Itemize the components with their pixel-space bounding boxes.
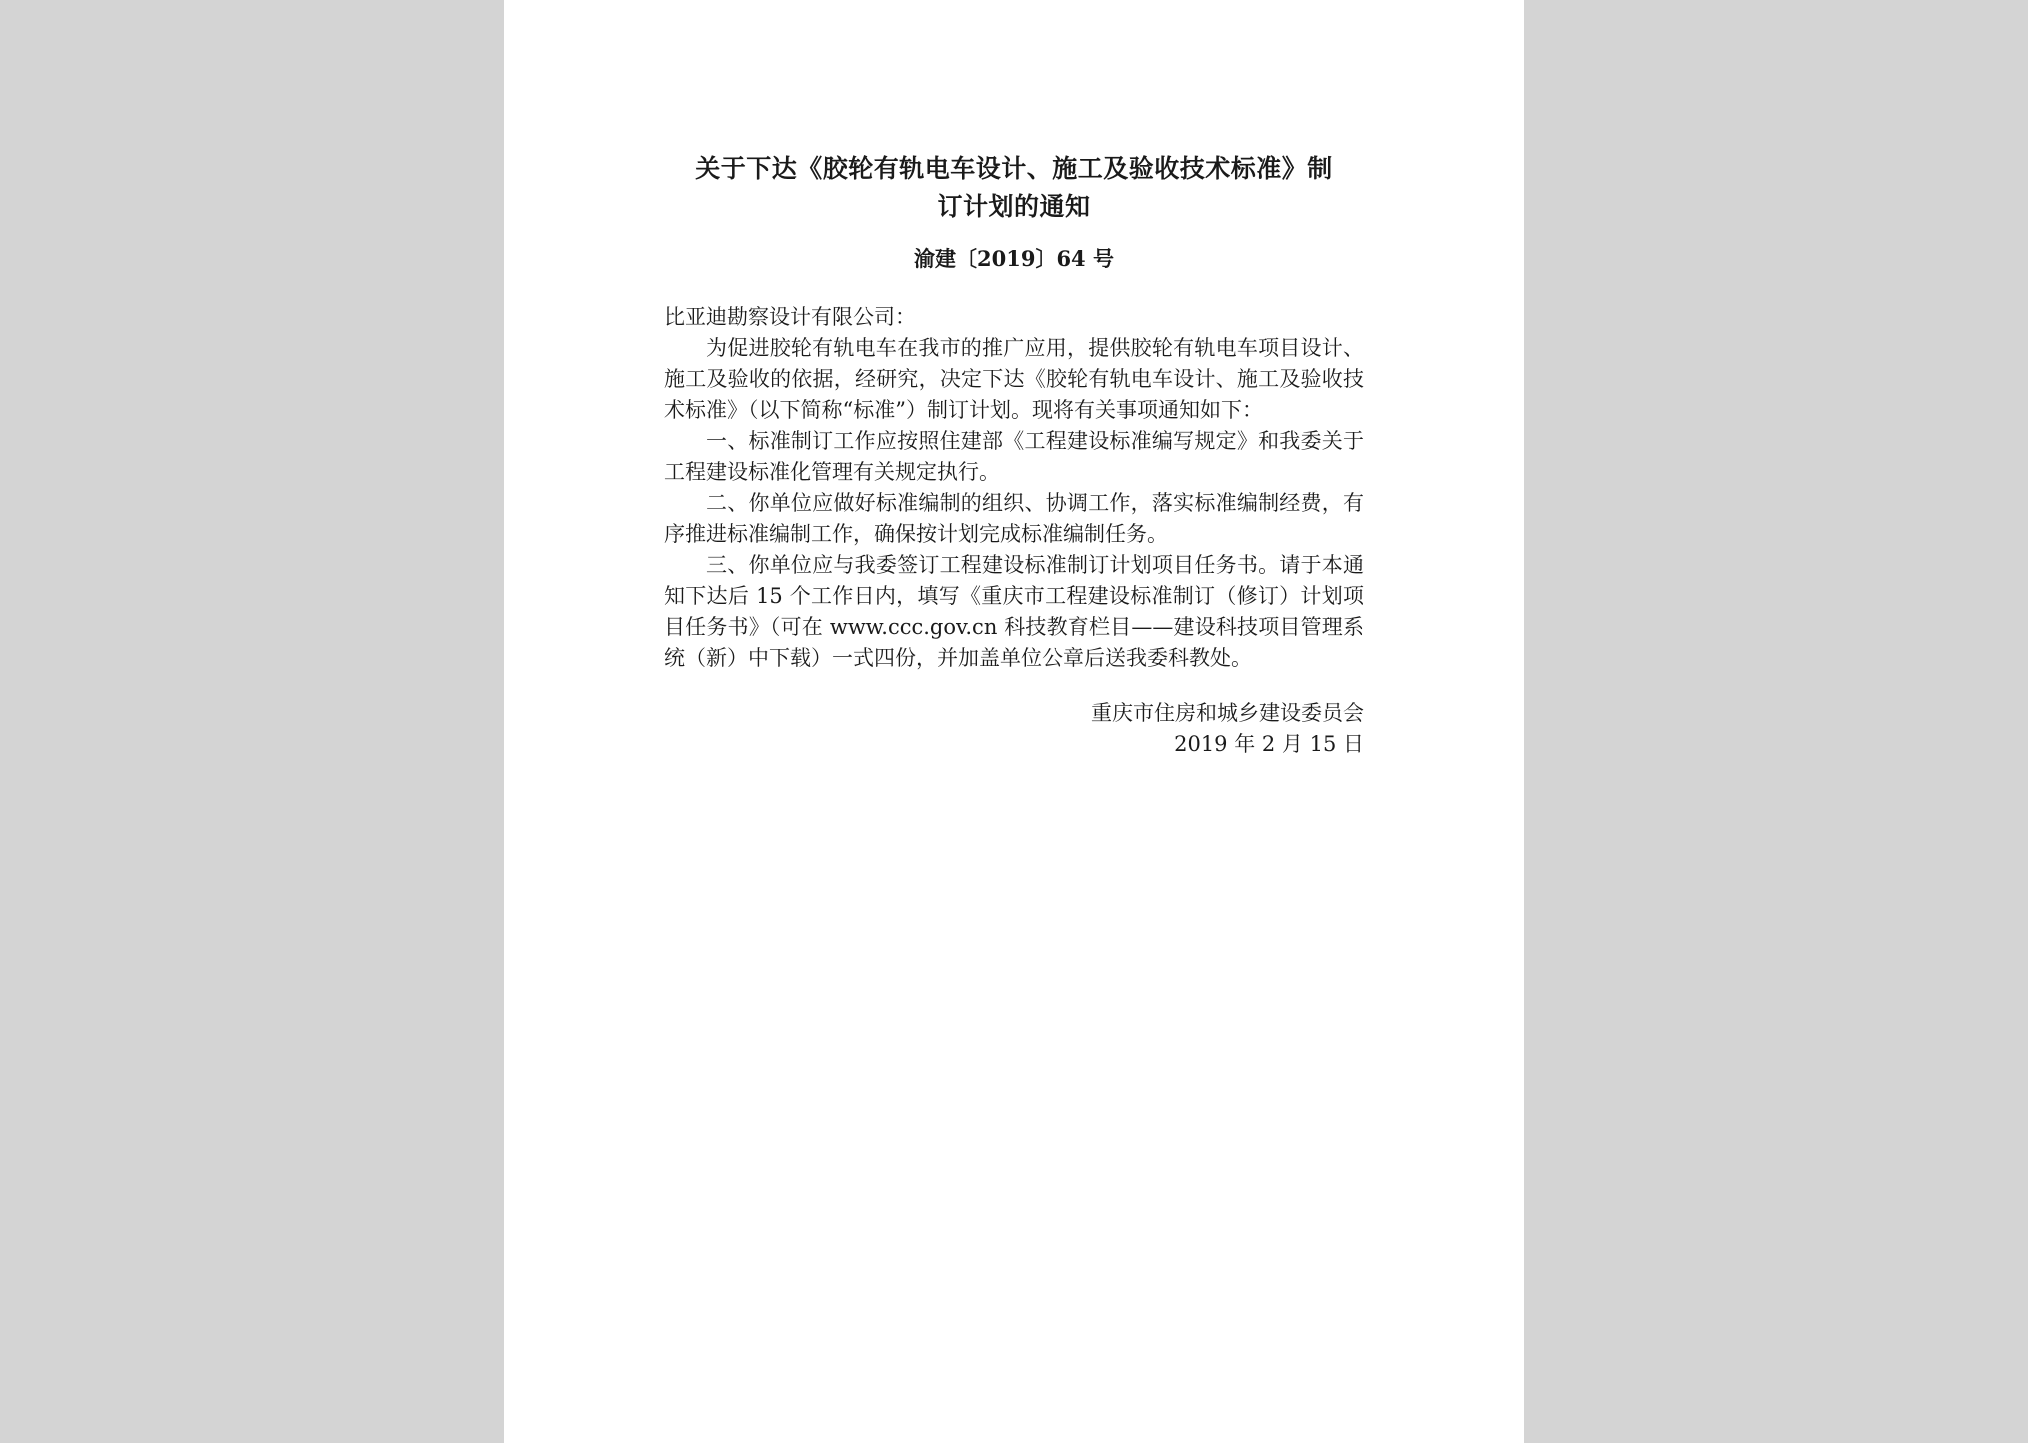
document-page bbox=[504, 0, 1524, 1443]
document-content bbox=[664, 150, 1364, 760]
paragraph-item-3: 三、你单位应与我委签订工程建设标准制订计划项目任务书。请于本通知下达后 15 个工作日内，填写《重庆市工程建设标准制订（修订）计划项目任务书》（可在 www.ccc.gov.cn 科技教育栏目——建设科技项目管理系统（新）中下载）一式四份，并加盖单位公章后送我委科教处。 bbox=[664, 553, 1364, 670]
paragraph-item-1: 一、标准制订工作应按照住建部《工程建设标准编写规定》和我委关于工程建设标准化管理有关规定执行。 bbox=[664, 429, 1364, 484]
title-line-2: 订计划的通知 bbox=[937, 192, 1091, 221]
issue-date: 2019 年 2 月 15 日 bbox=[1174, 732, 1364, 756]
paragraph-intro: 为促进胶轮有轨电车在我市的推广应用，提供胶轮有轨电车项目设计、施工及验收的依据，经研究，决定下达《胶轮有轨电车设计、施工及验收技术标准》（以下简称“标准”）制订计划。现将有关事项通知如下： bbox=[664, 336, 1364, 422]
document-title bbox=[664, 150, 1364, 226]
document-number: 渝建〔2019〕64 号 bbox=[914, 246, 1114, 271]
addressee: 比亚迪勘察设计有限公司： bbox=[664, 305, 916, 329]
paragraph-item-2: 二、你单位应做好标准编制的组织、协调工作，落实标准编制经费，有序推进标准编制工作，确保按计划完成标准编制任务。 bbox=[664, 491, 1364, 546]
title-line-1: 关于下达《胶轮有轨电车设计、施工及验收技术标准》制 bbox=[695, 154, 1333, 183]
document-body bbox=[664, 302, 1364, 674]
issuer-name: 重庆市住房和城乡建设委员会 bbox=[1091, 701, 1364, 725]
signature-block bbox=[664, 698, 1364, 760]
